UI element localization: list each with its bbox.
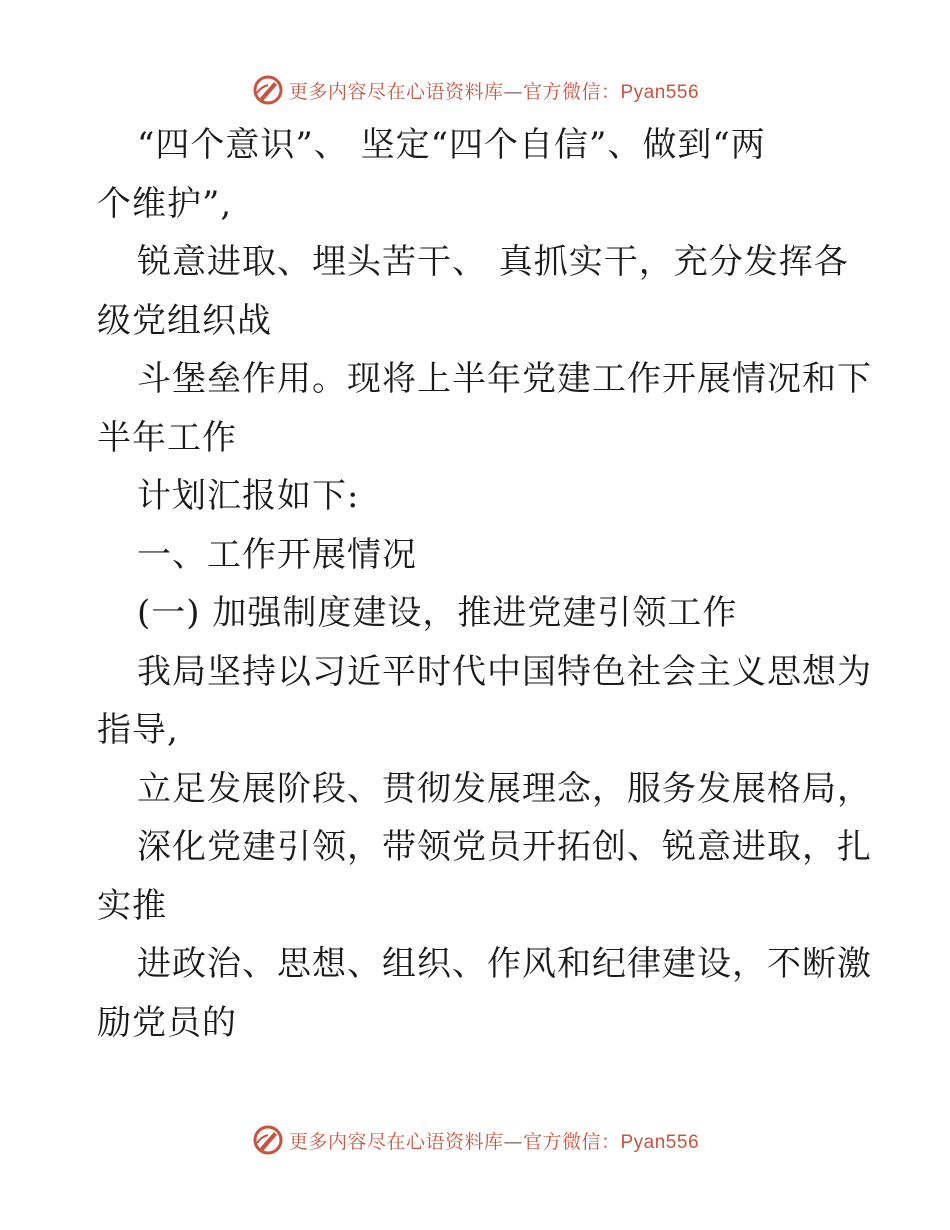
watermark-text: 更多内容尽在心语资料库—官方微信：Pyan556 xyxy=(288,1130,700,1153)
watermark-header xyxy=(0,70,950,110)
text-line: 计划汇报如下: xyxy=(137,476,360,516)
text-line: 深化党建引领，带领党员开拓创、锐意进取，扎 xyxy=(137,827,872,867)
brand-logo-icon xyxy=(251,73,285,107)
brand-logo-icon xyxy=(251,1123,285,1157)
watermark-footer xyxy=(0,1120,950,1160)
text-line: 立足发展阶段、贯彻发展理念，服务发展格局， xyxy=(137,768,872,809)
text-line: 励党员的 xyxy=(97,1002,237,1043)
text-line: 斗堡垒作用。现将上半年党建工作开展情况和下 xyxy=(137,359,872,399)
text-line: “四个意识”、 坚定“四个自信”、做到“两 xyxy=(137,125,766,165)
text-line: 级党组织战 xyxy=(97,300,272,341)
text-line: 我局坚持以习近平时代中国特色社会主义思想为 xyxy=(137,651,872,692)
text-line: 半年工作 xyxy=(97,417,237,458)
text-line: 指导, xyxy=(97,710,179,750)
text-line: 实推 xyxy=(97,885,167,926)
subsection-heading: (一) 加强制度建设，推进党建引领工作 xyxy=(137,593,738,633)
section-heading: 一、工作开展情况 xyxy=(137,534,417,575)
text-line: 进政治、思想、组织、作风和纪律建设，不断激 xyxy=(137,944,872,984)
watermark-text: 更多内容尽在心语资料库—官方微信：Pyan556 xyxy=(288,80,700,103)
text-line: 锐意进取、埋头苦干、 真抓实干，充分发挥各 xyxy=(137,242,849,282)
text-line: 个维护”, xyxy=(97,183,233,224)
document-body xyxy=(97,116,872,1052)
